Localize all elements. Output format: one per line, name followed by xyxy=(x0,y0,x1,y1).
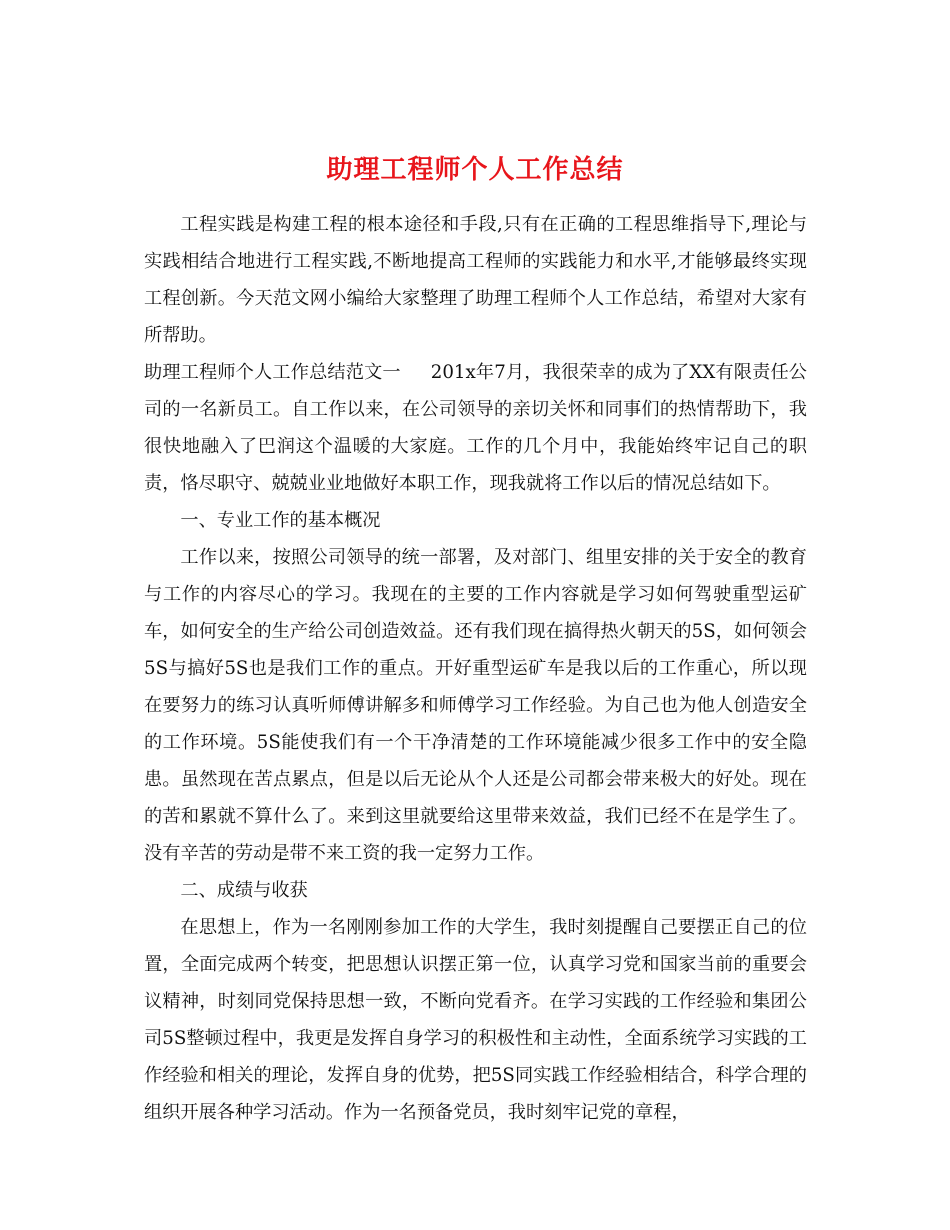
document-title: 助理工程师个人工作总结 xyxy=(326,155,624,186)
sample-heading: 助理工程师个人工作总结范文一 xyxy=(144,362,401,383)
intro-paragraph: 工程实践是构建工程的根本途径和手段,只有在正确的工程思维指导下,理论与实践相结合地进行工程实践,不断地提高工程师的实践能力和水平,才能够最终实现工程创新。今天范文网小编给大家整理了助理工程师个人工作总结，希望对大家有所帮助。 xyxy=(144,214,807,346)
sample-text: 201x年7月，我很荣幸的成为了XX有限责任公司的一名新员工。自工作以来，在公司领导的亲切关怀和同事们的热情帮助下，我很快地融入了巴润这个温暖的大家庭。工作的几个月中，我能始终牢记自己的职责，恪尽职守、兢兢业业地做好本职工作，现我就将工作以后的情况总结如下。 xyxy=(144,362,807,494)
section-heading-2: 二、成绩与收获 xyxy=(180,880,308,901)
section-heading-1: 一、专业工作的基本概况 xyxy=(180,510,381,531)
sample-paragraph xyxy=(144,354,807,502)
section-1-paragraph: 工作以来，按照公司领导的统一部署，及对部门、组里安排的关于安全的教育与工作的内容尽心的学习。我现在的主要的工作内容就是学习如何驾驶重型运矿车，如何安全的生产给公司创造效益。还有我们现在搞得热火朝天的5S，如何领会5S与搞好5S也是我们工作的重点。开好重型运矿车是我以后的工作重心，所以现在要努力的练习认真听师傅讲解多和师傅学习工作经验。为自己也为他人创造安全的工作环境。5S能使我们有一个干净清楚的工作环境能减少很多工作中的安全隐患。虽然现在苦点累点，但是以后无论从个人还是公司都会带来极大的好处。现在的苦和累就不算什么了。来到这里就要给这里带来效益，我们已经不在是学生了。没有辛苦的劳动是带不来工资的我一定努力工作。 xyxy=(144,547,807,864)
section-2-paragraph: 在思想上，作为一名刚刚参加工作的大学生，我时刻提醒自己要摆正自己的位置，全面完成两个转变，把思想认识摆正第一位，认真学习党和国家当前的重要会议精神，时刻同党保持思想一致，不断向党看齐。在学习实践的工作经验和集团公司5S整顿过程中，我更是发挥自身学习的积极性和主动性，全面系统学习实践的工作经验和相关的理论，发挥自身的优势，把5S同实践工作经验相结合，科学合理的组织开展各种学习活动。作为一名预备党员，我时刻牢记党的章程， xyxy=(144,917,807,1123)
document-body xyxy=(144,206,807,1131)
